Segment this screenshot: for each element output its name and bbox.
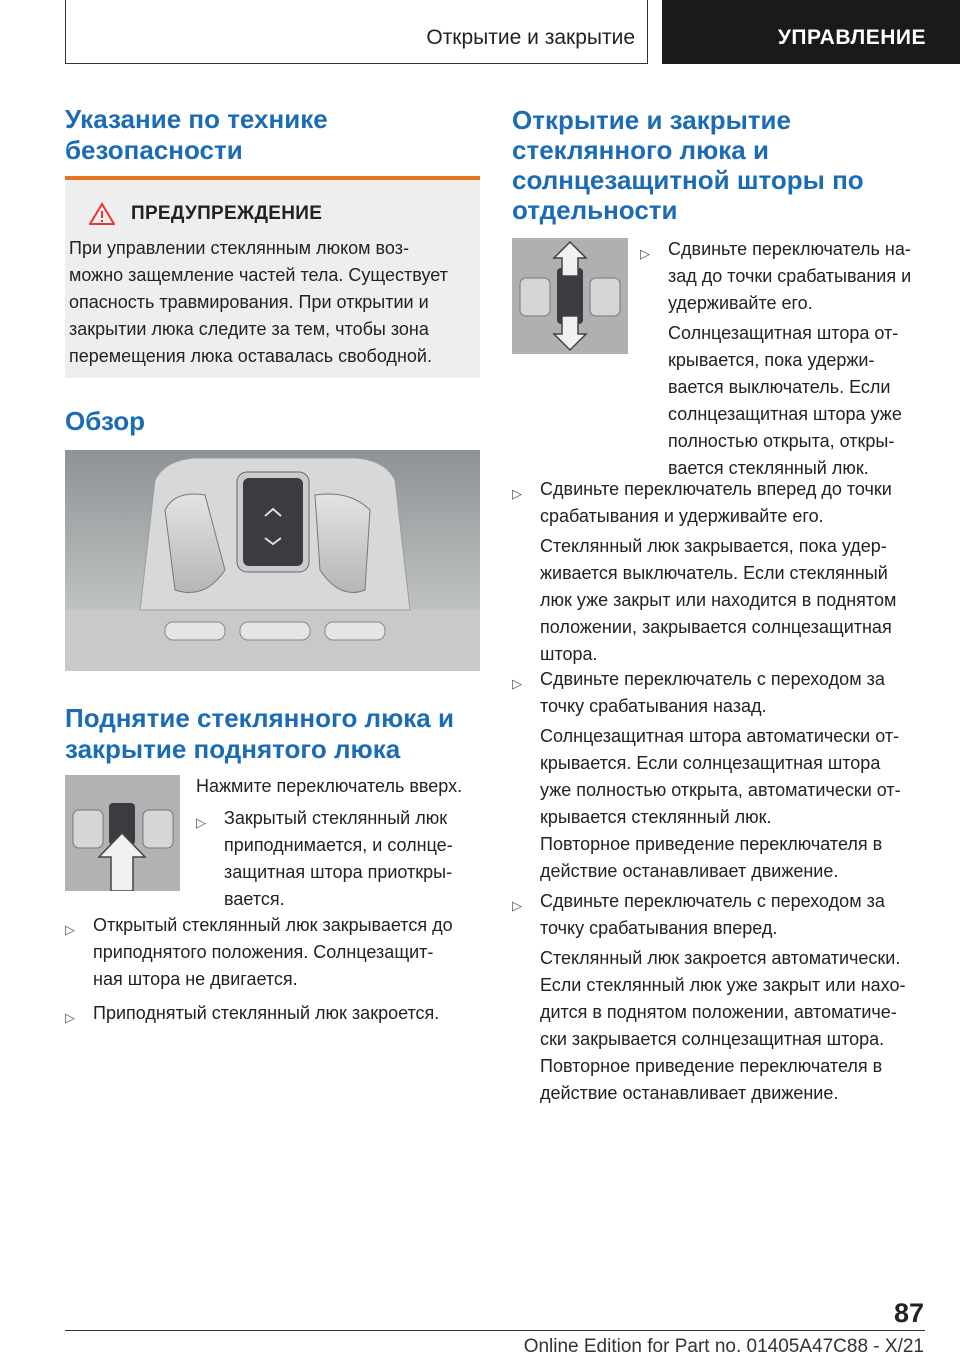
chapter-title: Открытие и закрытие — [426, 26, 635, 49]
separate-item-4-detail: Стеклянный люк закроется автоматически. Если стеклянный люк уже закрыт или нахо- дится в поднятом положении, автоматиче- ски закрывается солнцезащитная штора. — [540, 948, 906, 1049]
overview-heading: Обзор — [65, 406, 145, 436]
bullet-triangle-icon: ▷ — [196, 815, 206, 830]
bullet-triangle-icon: ▷ — [512, 898, 522, 913]
header-section-tab — [662, 0, 960, 64]
safety-heading: Указание по технике безопасности — [65, 104, 328, 165]
raise-intro: Нажмите переключатель вверх. — [196, 776, 463, 796]
separate-item-1: ▷ Сдвиньте переключатель на- зад до точки срабатывания и удерживайте его. — [640, 236, 930, 317]
separate-item-3-detail: Солнцезащитная штора автоматически от- крывается. Если солнцезащитная штора уже полностью открыта, автоматически от- крывается стеклянный люк. — [540, 726, 901, 827]
raise-item-3: ▷ Приподнятый стеклянный люк закроется. — [65, 1000, 480, 1031]
separate-item-3-note: Повторное приведение переключателя в действие останавливает движение. — [540, 834, 883, 881]
separate-item-4-note: Повторное приведение переключателя в действие останавливает движение. — [540, 1056, 883, 1103]
edition-text: Online Edition for Part no. 01405A47C88 - X/21 — [523, 1336, 924, 1357]
page-number: 87 — [893, 1298, 924, 1328]
bullet-triangle-icon: ▷ — [65, 1010, 75, 1025]
warning-label: ПРЕДУПРЕЖДЕНИЕ — [131, 203, 323, 224]
footer-rule — [65, 1330, 925, 1331]
raise-item-1: ▷ Закрытый стеклянный люк приподнимается, и солнце- защитная штора приоткры- вается. — [196, 805, 480, 913]
separate-heading: Открытие и закрытие стеклянного люка и солнцезащитной шторы по отдельности — [512, 105, 864, 225]
raise-item-2: ▷ Открытый стеклянный люк закрывается до приподнятого положения. Солнцезащит- ная штора не двигается. — [65, 912, 480, 993]
bullet-triangle-icon: ▷ — [640, 246, 650, 261]
raise-heading: Поднятие стеклянного люка и закрытие поднятого люка — [65, 703, 454, 764]
separate-item-4: ▷ Сдвиньте переключатель с переходом за точку срабатывания вперед. — [512, 888, 932, 942]
overview-console-photo — [65, 450, 480, 671]
bullet-triangle-icon: ▷ — [512, 676, 522, 691]
warning-text: При управлении стеклянным люком воз- можно защемление частей тела. Существует опасность травмирования. При открытии и закрытии люка следите за тем, чтобы зона перемещения люка оставалась свободной. — [69, 238, 448, 366]
separate-item-2: ▷ Сдвиньте переключатель вперед до точки срабатывания и удерживайте его. — [512, 476, 932, 530]
switch-up-photo — [65, 775, 180, 891]
header-chapter-box — [65, 0, 648, 64]
bullet-triangle-icon: ▷ — [512, 486, 522, 501]
section-title: УПРАВЛЕНИЕ — [777, 26, 926, 49]
switch-both-photo — [512, 238, 628, 354]
separate-item-1-detail: Солнцезащитная штора от- крывается, пока удержи- вается выключатель. Если солнцезащитная штора уже полностью открыта, откры- вается стеклянный люк. — [668, 323, 902, 478]
separate-item-3: ▷ Сдвиньте переключатель с переходом за точку срабатывания назад. — [512, 666, 932, 720]
separate-item-2-detail: Стеклянный люк закрывается, пока удер- живается выключатель. Если стеклянный люк уже закрыт или находится в поднятом положении, закрывается солнцезащитная штора. — [540, 536, 897, 664]
warning-triangle-icon — [89, 202, 115, 226]
bullet-triangle-icon: ▷ — [65, 922, 75, 937]
warning-box — [65, 180, 480, 378]
